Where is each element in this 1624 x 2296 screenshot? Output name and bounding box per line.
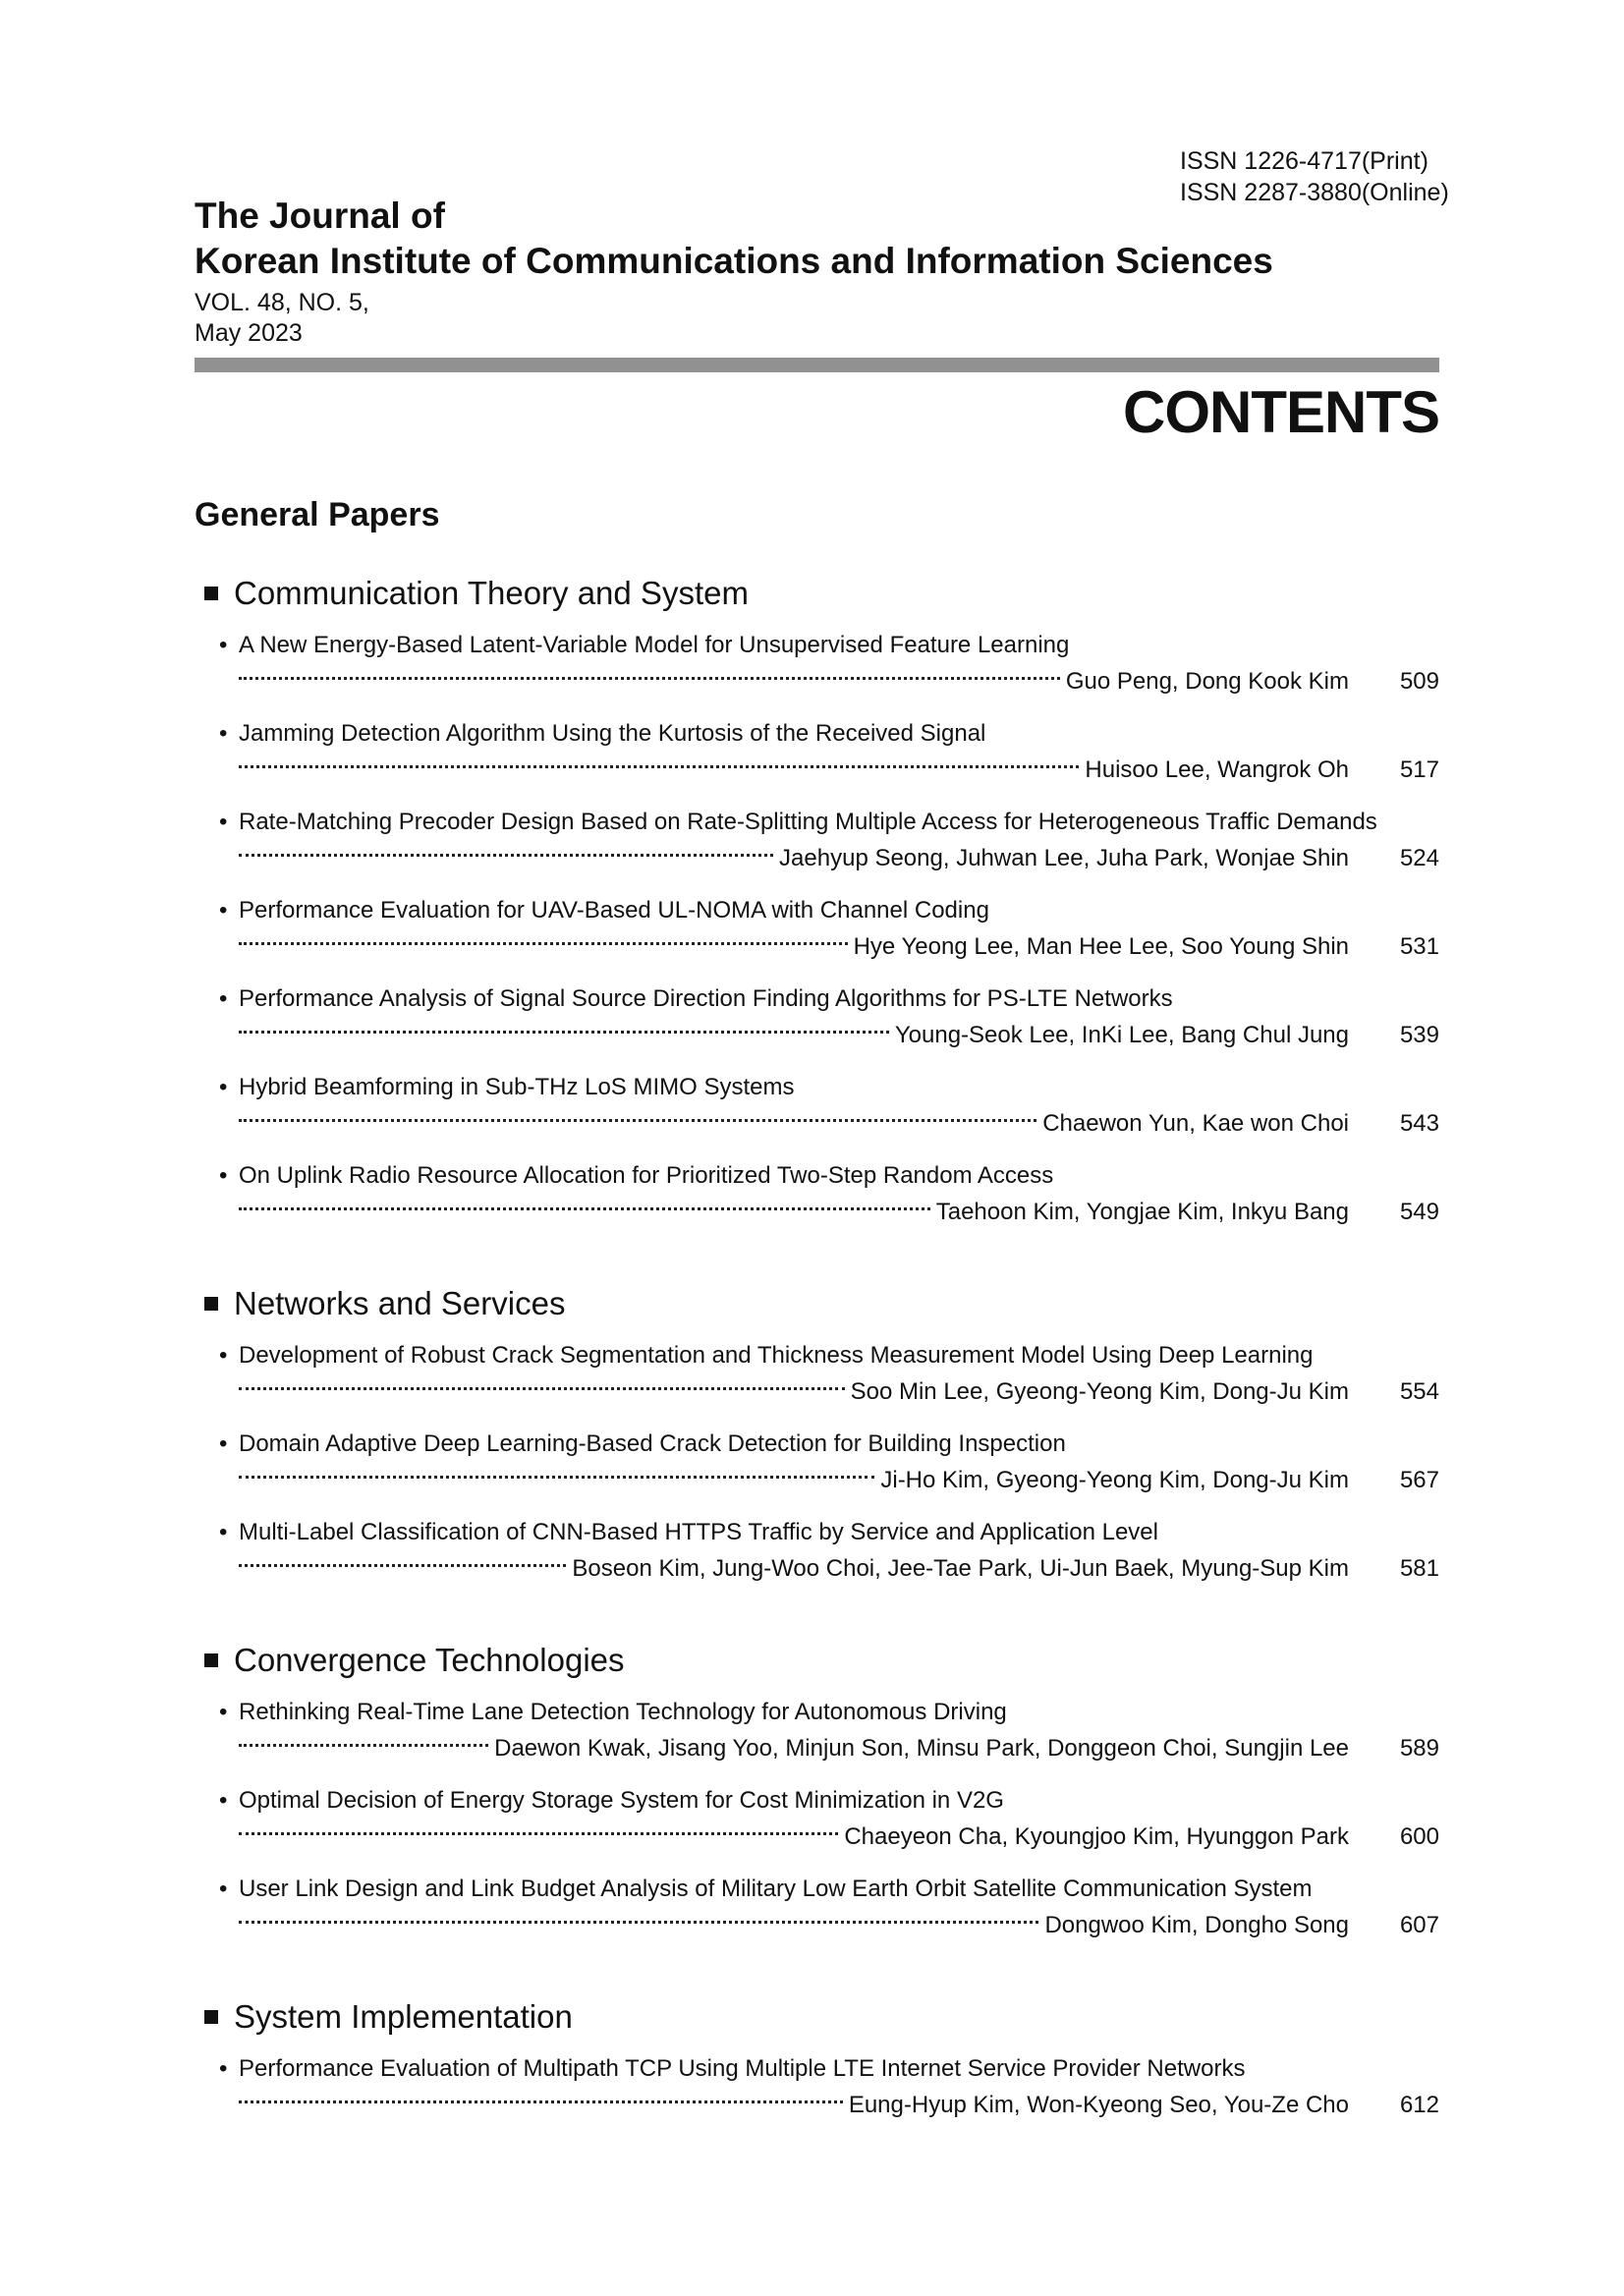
section-title	[195, 1640, 1439, 1681]
general-papers-heading: General Papers	[195, 496, 440, 533]
toc-section	[195, 1640, 1439, 1959]
paper-title-line	[195, 1871, 1439, 1907]
journal-title	[195, 194, 1273, 284]
paper-authors: Ji-Ho Kim, Gyeong-Yeong Kim, Dong-Ju Kim	[880, 1467, 1349, 1493]
toc-entry	[195, 1514, 1439, 1602]
journal-title-line-1: The Journal of	[195, 196, 445, 236]
paper-byline	[195, 928, 1439, 965]
paper-authors: Huisoo Lee, Wangrok Oh	[1085, 756, 1349, 783]
dot-leader	[239, 1387, 845, 1390]
bullet-icon: •	[219, 1074, 228, 1100]
toc-entry	[195, 1871, 1439, 1959]
paper-authors: Eung-Hyup Kim, Won-Kyeong Seo, You-Ze Cho	[848, 2092, 1349, 2118]
paper-authors: Soo Min Lee, Gyeong-Yeong Kim, Dong-Ju Kim	[850, 1378, 1349, 1405]
paper-title: Performance Evaluation of Multipath TCP Using Multiple LTE Internet Service Provider Networks	[239, 2055, 1246, 2082]
bullet-icon: •	[219, 1342, 228, 1369]
paper-byline	[195, 1373, 1439, 1410]
toc-entry	[195, 980, 1439, 1069]
paper-byline	[195, 1907, 1439, 1943]
header-divider	[195, 358, 1439, 372]
paper-byline	[195, 840, 1439, 876]
bullet-icon: •	[219, 1787, 228, 1814]
paper-title: Rethinking Real-Time Lane Detection Technology for Autonomous Driving	[239, 1699, 1007, 1725]
bullet-icon: •	[219, 809, 228, 835]
toc-entry	[195, 627, 1439, 715]
paper-byline	[195, 663, 1439, 700]
paper-title: Rate-Matching Precoder Design Based on Rate-Splitting Multiple Access for Heterogeneous Traffic Demands	[239, 809, 1377, 835]
toc-entry	[195, 1694, 1439, 1782]
paper-byline	[195, 752, 1439, 788]
page-number: 543	[1399, 1110, 1439, 1137]
dot-leader	[239, 1921, 1038, 1924]
paper-authors: Dongwoo Kim, Dongho Song	[1044, 1912, 1349, 1938]
paper-byline	[195, 1105, 1439, 1142]
section-title	[195, 1996, 1439, 2038]
paper-authors: Guo Peng, Dong Kook Kim	[1065, 668, 1349, 695]
paper-title: A New Energy-Based Latent-Variable Model for Unsupervised Feature Learning	[239, 632, 1070, 658]
paper-byline	[195, 1550, 1439, 1587]
bullet-icon: •	[219, 897, 228, 924]
paper-byline	[195, 1730, 1439, 1766]
paper-byline	[195, 1017, 1439, 1053]
paper-title: On Uplink Radio Resource Allocation for Prioritized Two-Step Random Access	[239, 1162, 1054, 1189]
paper-title-line	[195, 1157, 1439, 1194]
page-number: 554	[1399, 1378, 1439, 1405]
dot-leader	[239, 1832, 838, 1835]
page-number: 517	[1399, 756, 1439, 783]
paper-title-line	[195, 1694, 1439, 1730]
paper-title-line	[195, 804, 1439, 840]
paper-byline	[195, 2087, 1439, 2123]
table-of-contents	[195, 573, 1439, 2176]
bullet-icon: •	[219, 632, 228, 658]
toc-entry	[195, 804, 1439, 892]
toc-section	[195, 1996, 1439, 2139]
contents-heading: CONTENTS	[1123, 379, 1439, 445]
paper-title: Performance Evaluation for UAV-Based UL-NOMA with Channel Coding	[239, 897, 989, 924]
paper-title-line	[195, 627, 1439, 663]
volume-number: VOL. 48, NO. 5,	[195, 289, 369, 316]
toc-entry	[195, 1337, 1439, 1426]
section-title-label: Networks and Services	[234, 1285, 566, 1321]
bullet-icon: •	[219, 1876, 228, 1902]
square-bullet-icon	[204, 2010, 218, 2024]
paper-authors: Boseon Kim, Jung-Woo Choi, Jee-Tae Park, Ui-Jun Baek, Myung-Sup Kim	[572, 1555, 1349, 1582]
paper-title-line	[195, 980, 1439, 1017]
toc-entry	[195, 1426, 1439, 1514]
page-number: 539	[1399, 1022, 1439, 1048]
bullet-icon: •	[219, 720, 228, 747]
page-number: 600	[1399, 1823, 1439, 1850]
dot-leader	[239, 942, 848, 945]
journal-title-line-2: Korean Institute of Communications and Information Sciences	[195, 241, 1273, 281]
paper-title-line	[195, 2050, 1439, 2087]
paper-byline	[195, 1194, 1439, 1230]
issue-date: May 2023	[195, 319, 303, 347]
paper-title-line	[195, 715, 1439, 752]
toc-section	[195, 573, 1439, 1246]
paper-title: Jamming Detection Algorithm Using the Kurtosis of the Received Signal	[239, 720, 986, 747]
dot-leader	[239, 1744, 488, 1747]
page-number: 531	[1399, 933, 1439, 960]
page-number: 581	[1399, 1555, 1439, 1582]
dot-leader	[239, 1031, 889, 1034]
section-title	[195, 573, 1439, 614]
bullet-icon: •	[219, 1699, 228, 1725]
paper-title-line	[195, 1069, 1439, 1105]
paper-authors: Young-Seok Lee, InKi Lee, Bang Chul Jung	[894, 1022, 1349, 1048]
paper-authors: Daewon Kwak, Jisang Yoo, Minjun Son, Minsu Park, Donggeon Choi, Sungjin Lee	[494, 1735, 1349, 1762]
paper-title: Optimal Decision of Energy Storage System for Cost Minimization in V2G	[239, 1787, 1004, 1814]
dot-leader	[239, 2100, 843, 2103]
bullet-icon: •	[219, 1162, 228, 1189]
toc-entry	[195, 1157, 1439, 1246]
paper-title: Multi-Label Classification of CNN-Based HTTPS Traffic by Service and Application Level	[239, 1519, 1158, 1545]
toc-section	[195, 1283, 1439, 1602]
bullet-icon: •	[219, 1430, 228, 1457]
paper-authors: Chaewon Yun, Kae won Choi	[1042, 1110, 1349, 1137]
dot-leader	[239, 1119, 1036, 1122]
dot-leader	[239, 1564, 566, 1567]
paper-authors: Taehoon Kim, Yongjae Kim, Inkyu Bang	[935, 1199, 1349, 1225]
section-title-label: Convergence Technologies	[234, 1642, 625, 1678]
dot-leader	[239, 677, 1060, 680]
square-bullet-icon	[204, 587, 218, 600]
section-title-label: System Implementation	[234, 1998, 573, 2035]
section-title-label: Communication Theory and System	[234, 575, 749, 611]
toc-entry	[195, 2050, 1439, 2139]
paper-title-line	[195, 1782, 1439, 1819]
bullet-icon: •	[219, 2055, 228, 2082]
section-title	[195, 1283, 1439, 1324]
bullet-icon: •	[219, 1519, 228, 1545]
dot-leader	[239, 1476, 874, 1479]
paper-title: Hybrid Beamforming in Sub-THz LoS MIMO Systems	[239, 1074, 795, 1100]
page-number: 549	[1399, 1199, 1439, 1225]
toc-entry	[195, 1782, 1439, 1871]
toc-entry	[195, 715, 1439, 804]
issn-print: ISSN 1226-4717(Print)	[1180, 147, 1428, 175]
toc-entry	[195, 892, 1439, 980]
square-bullet-icon	[204, 1653, 218, 1667]
paper-authors: Jaehyup Seong, Juhwan Lee, Juha Park, Wonjae Shin	[779, 845, 1349, 871]
page-number: 612	[1399, 2092, 1439, 2118]
page-number: 589	[1399, 1735, 1439, 1762]
dot-leader	[239, 854, 773, 857]
paper-title: User Link Design and Link Budget Analysis of Military Low Earth Orbit Satellite Communication System	[239, 1876, 1313, 1902]
paper-authors: Hye Yeong Lee, Man Hee Lee, Soo Young Shin	[853, 933, 1349, 960]
volume-info	[195, 288, 369, 349]
paper-byline	[195, 1462, 1439, 1498]
paper-byline	[195, 1819, 1439, 1855]
toc-entry	[195, 1069, 1439, 1157]
paper-title-line	[195, 1426, 1439, 1462]
paper-title: Performance Analysis of Signal Source Direction Finding Algorithms for PS-LTE Networks	[239, 985, 1173, 1012]
paper-title-line	[195, 892, 1439, 928]
paper-title-line	[195, 1514, 1439, 1550]
paper-title: Domain Adaptive Deep Learning-Based Crack Detection for Building Inspection	[239, 1430, 1066, 1457]
page-number: 607	[1399, 1912, 1439, 1938]
issn-online: ISSN 2287-3880(Online)	[1180, 179, 1449, 206]
paper-title: Development of Robust Crack Segmentation and Thickness Measurement Model Using Deep Learning	[239, 1342, 1314, 1369]
page-number: 524	[1399, 845, 1439, 871]
square-bullet-icon	[204, 1297, 218, 1311]
page-number: 567	[1399, 1467, 1439, 1493]
paper-title-line	[195, 1337, 1439, 1373]
paper-authors: Chaeyeon Cha, Kyoungjoo Kim, Hyunggon Park	[844, 1823, 1349, 1850]
dot-leader	[239, 1207, 930, 1210]
dot-leader	[239, 765, 1079, 768]
page-number: 509	[1399, 668, 1439, 695]
bullet-icon: •	[219, 985, 228, 1012]
